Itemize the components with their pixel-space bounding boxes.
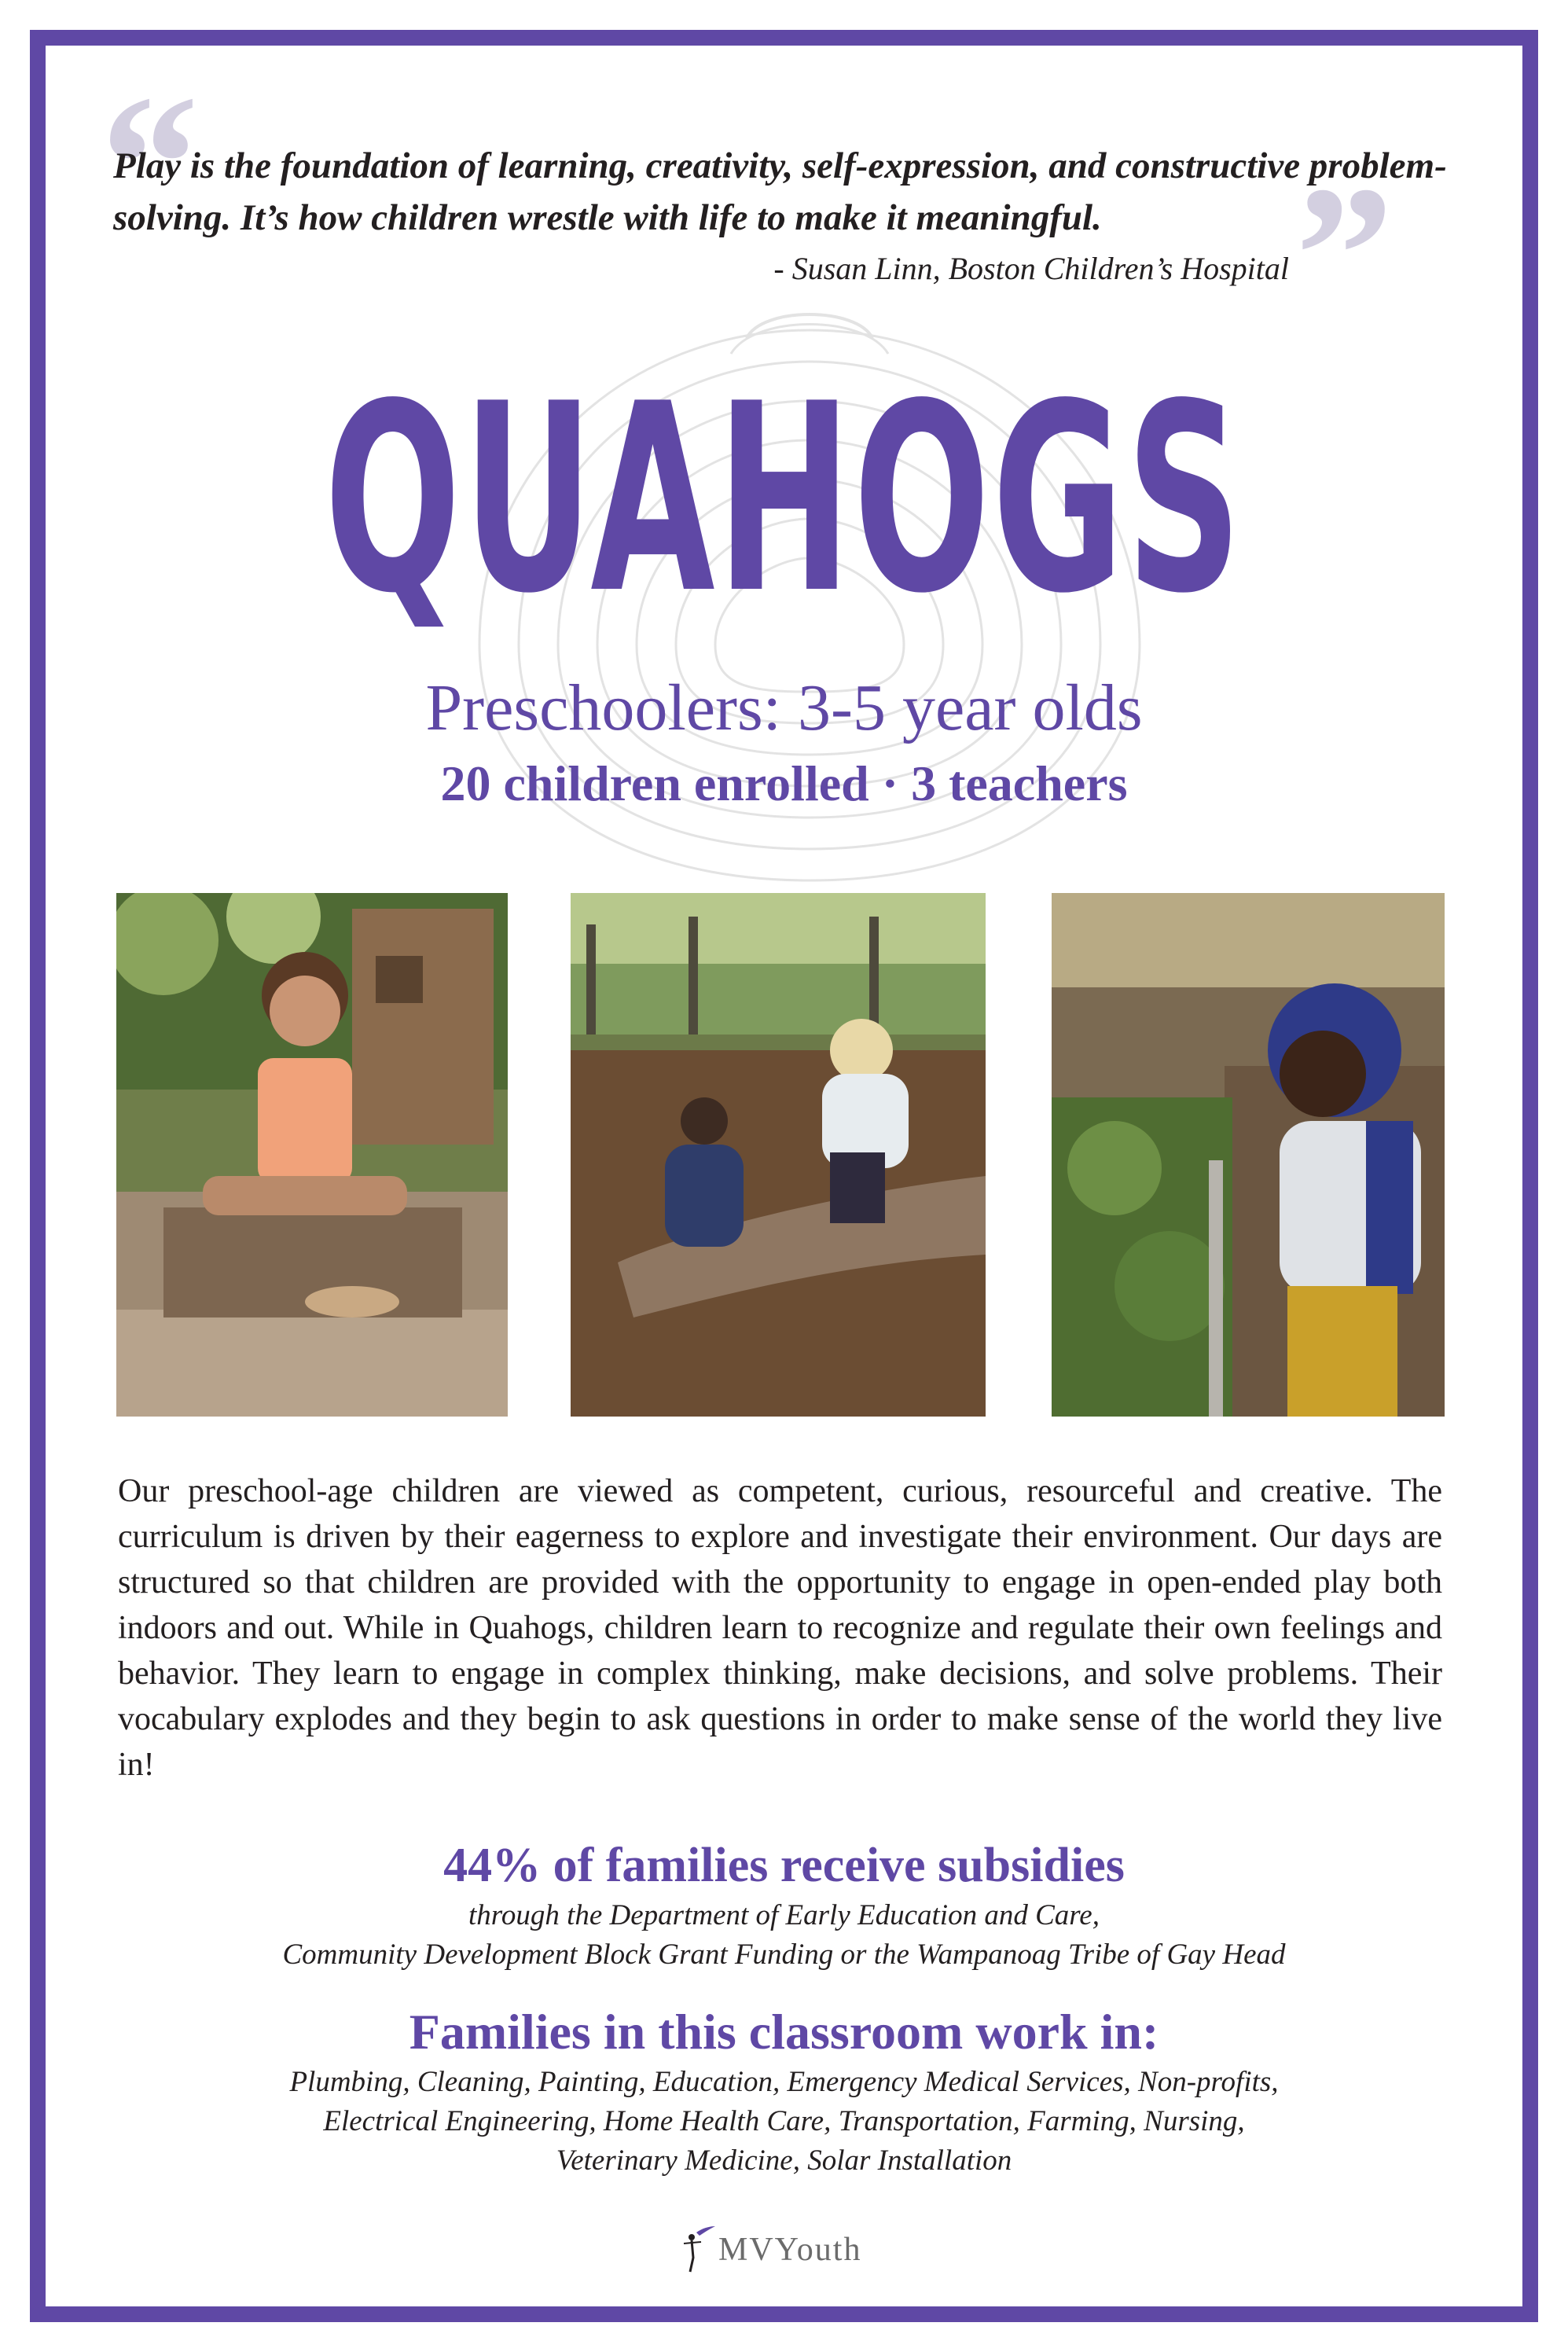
work-line-2: Electrical Engineering, Home Health Care, Transportation, Farming, Nursing,	[323, 2105, 1245, 2137]
photo-child-in-garden	[1052, 893, 1445, 1417]
mvyouth-logo	[681, 2226, 893, 2273]
subsidies-headline: 44% of families receive subsidies	[443, 1839, 1125, 1892]
quote-attribution: - Susan Linn, Boston Children’s Hospital	[773, 251, 1289, 286]
page-title: QUAHOGS	[324, 348, 1244, 650]
quote-text: Play is the foundation of learning, creativity, self-expression, and constructive problem-solving. It’s how children wrestle with life to make it meaningful.	[113, 145, 1447, 238]
subsidies-line-2: Community Development Block Grant Funding or the Wampanoag Tribe of Gay Head	[282, 1939, 1286, 1971]
mvyouth-leaping-figure-icon	[681, 2226, 715, 2273]
logo-text: MVYouth	[718, 2232, 862, 2268]
photo-children-climbing	[571, 893, 986, 1417]
enrollment-info: 20 children enrolled · 3 teachers	[440, 755, 1128, 811]
work-line-1: Plumbing, Cleaning, Painting, Education, Emergency Medical Services, Non-profits,	[289, 2066, 1279, 2098]
age-group-subtitle: Preschoolers: 3-5 year olds	[425, 671, 1143, 744]
open-quote-mark: “	[101, 55, 199, 273]
program-description: Our preschool-age children are viewed as competent, curious, resourceful and creative. The curriculum is driven by their eagerness to explore and investigate their environment. Our days are structured so that children are provided with the opportunity to engage in open-ended play both indoors and out. While in Quahogs, children learn to recognize and regulate their own feelings and behavior. They learn to engage in complex thinking, make decisions, and solve problems. Their vocabulary explodes and they begin to ask questions in order to make sense of the world they live in!	[118, 1473, 1442, 1783]
work-line-3: Veterinary Medicine, Solar Installation	[556, 2144, 1012, 2177]
subsidies-line-1: through the Department of Early Education and Care,	[468, 1899, 1100, 1931]
work-headline: Families in this classroom work in:	[409, 2004, 1159, 2060]
subsidies-details	[0, 1896, 1568, 1975]
work-list	[0, 2063, 1568, 2181]
close-quote-mark: ”	[1295, 146, 1394, 364]
photo-child-sitting	[116, 893, 508, 1417]
